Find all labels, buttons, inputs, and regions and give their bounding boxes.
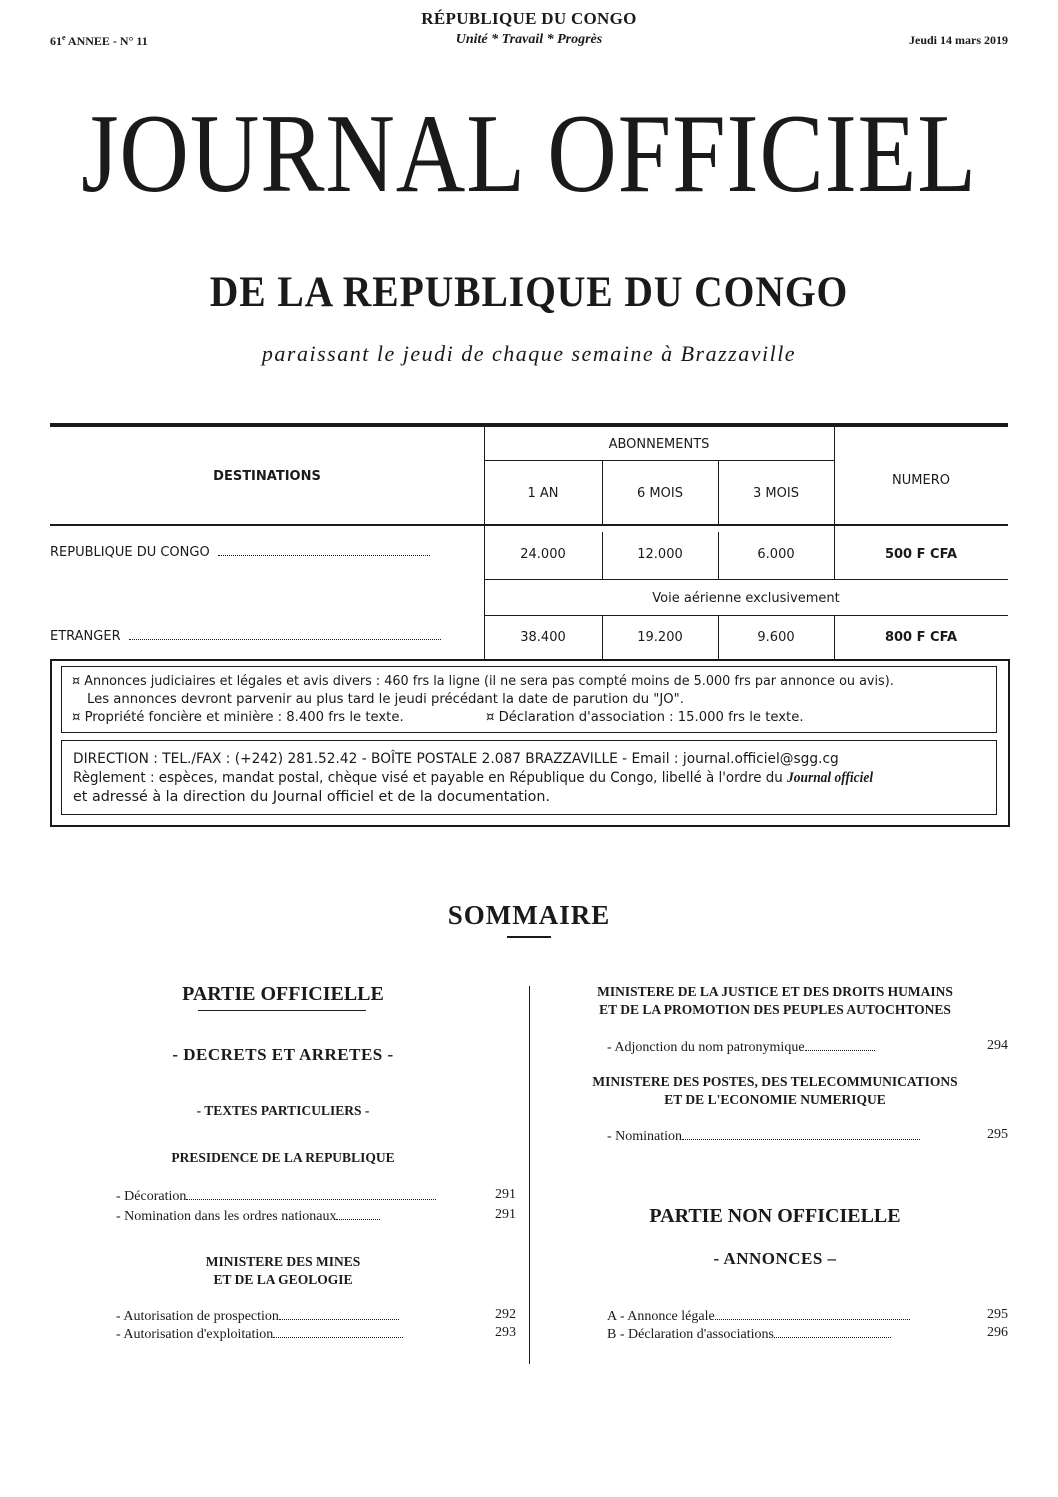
issue-date: Jeudi 14 mars 2019 — [909, 33, 1008, 47]
page-number: 291 — [495, 1187, 516, 1202]
toc-entry: - Nomination dans les ordres nationaux 291 — [116, 1207, 516, 1224]
section-heading: - DECRETS ET ARRETES - — [172, 1045, 394, 1064]
numero-price: 500 F CFA — [884, 547, 958, 562]
table-column-rule — [484, 427, 485, 659]
publication-tagline: paraissant le jeudi de chaque semaine à Brazzaville — [261, 341, 797, 366]
dot-leader — [774, 1325, 891, 1338]
toc-entry: A - Annonce légale 295 — [607, 1307, 1008, 1324]
price-cell: 38.400 — [520, 630, 566, 645]
payment-terms: Règlement : espèces, mandat postal, chèque visé et payable en République du Congo, libellé à l'ordre du Journal officiel — [73, 770, 874, 786]
table-header-rule — [50, 524, 1008, 526]
dot-leader — [805, 1038, 875, 1051]
period-header: 1 AN — [527, 486, 559, 501]
toc-entry: - Autorisation d'exploitation 293 — [116, 1325, 516, 1342]
price-cell: 9.600 — [757, 630, 795, 645]
table-row-rule — [484, 579, 1008, 580]
masthead-subtitle: DE LA REPUBLIQUE DU CONGO — [209, 269, 849, 316]
table-row-rule — [484, 615, 1008, 616]
ministry-heading: ET DE L'ECONOMIE NUMERIQUE — [664, 1092, 886, 1107]
national-motto: Unité * Travail * Progrès — [455, 32, 603, 47]
title-underline — [507, 936, 551, 938]
section-heading: - ANNONCES – — [713, 1249, 837, 1268]
notice-line: ¤ Annonces judiciaires et légales et avis divers : 460 frs la ligne (il ne sera pas compté moins de 5.000 frs par annonce ou avis). — [72, 674, 894, 689]
page-number: 294 — [987, 1038, 1008, 1053]
page-number: 295 — [987, 1307, 1008, 1322]
numero-header: NUMERO — [892, 473, 950, 488]
notice-line: ¤ Déclaration d'association : 15.000 frs le texte. — [486, 710, 804, 725]
page-number: 295 — [987, 1127, 1008, 1142]
toc-entry: - Décoration 291 — [116, 1187, 516, 1204]
direction-contact: DIRECTION : TEL./FAX : (+242) 281.52.42 - BOÎTE POSTALE 2.087 BRAZZAVILLE - Email : journal.officiel@sgg.cg — [73, 751, 839, 767]
dot-leader — [279, 1307, 399, 1320]
republic-heading: RÉPUBLIQUE DU CONGO — [421, 9, 637, 28]
dot-leader — [336, 1207, 380, 1220]
abonnements-header: ABONNEMENTS — [608, 437, 710, 452]
subsection-heading: - TEXTES PARTICULIERS - — [196, 1103, 370, 1118]
ministry-heading: MINISTERE DES MINES — [205, 1254, 361, 1269]
table-subheader-rule — [484, 460, 834, 461]
destination-label: REPUBLIQUE DU CONGO — [50, 545, 455, 560]
toc-entry: B - Déclaration d'associations 296 — [607, 1325, 1008, 1342]
price-cell: 24.000 — [520, 547, 566, 562]
table-top-rule — [50, 423, 1008, 427]
page-number: 291 — [495, 1207, 516, 1222]
toc-entry: - Adjonction du nom patronymique 294 — [607, 1038, 1008, 1055]
toc-entry: - Nomination 295 — [607, 1127, 1008, 1144]
column-divider — [529, 986, 530, 1364]
partie-officielle-heading: PARTIE OFFICIELLE — [182, 983, 384, 1005]
dot-leader — [273, 1325, 403, 1338]
notice-line: ¤ Propriété foncière et minière : 8.400 frs le texte. — [72, 710, 404, 725]
period-header: 3 MOIS — [753, 486, 799, 501]
dot-leader — [218, 546, 430, 556]
page-number: 293 — [495, 1325, 516, 1340]
dot-leader — [715, 1307, 910, 1320]
page-number: 292 — [495, 1307, 516, 1322]
destination-label: ETRANGER — [50, 629, 455, 644]
partie-non-officielle-heading: PARTIE NON OFFICIELLE — [649, 1205, 901, 1227]
ministry-heading: ET DE LA GEOLOGIE — [213, 1272, 353, 1287]
price-cell: 19.200 — [637, 630, 683, 645]
toc-entry: - Autorisation de prospection 292 — [116, 1307, 516, 1324]
numero-price: 800 F CFA — [884, 630, 958, 645]
notice-line: Les annonces devront parvenir au plus tard le jeudi précédant la date de parution du "JO". — [87, 692, 684, 707]
ministry-heading: PRESIDENCE DE LA REPUBLIQUE — [171, 1150, 395, 1165]
payment-terms: et adressé à la direction du Journal officiel et de la documentation. — [73, 789, 551, 805]
ministry-heading: ET DE LA PROMOTION DES PEUPLES AUTOCHTONES — [599, 1002, 951, 1017]
sommaire-title: SOMMAIRE — [447, 900, 611, 930]
page-number: 296 — [987, 1325, 1008, 1340]
issue-number: 61e ANNEE - N° 11 — [50, 33, 148, 48]
dot-leader — [682, 1127, 920, 1140]
price-cell: 12.000 — [637, 547, 683, 562]
air-mail-note: Voie aérienne exclusivement — [652, 591, 840, 606]
ministry-heading: MINISTERE DES POSTES, DES TELECOMMUNICATIONS — [592, 1074, 958, 1089]
price-cell: 6.000 — [757, 547, 795, 562]
dot-leader — [129, 630, 441, 640]
dot-leader — [186, 1187, 436, 1200]
heading-underline — [198, 1010, 366, 1011]
period-header: 6 MOIS — [637, 486, 683, 501]
masthead-title: JOURNAL OFFICIEL — [81, 92, 977, 216]
destinations-header: DESTINATIONS — [213, 469, 321, 484]
ministry-heading: MINISTERE DE LA JUSTICE ET DES DROITS HUMAINS — [597, 984, 953, 999]
